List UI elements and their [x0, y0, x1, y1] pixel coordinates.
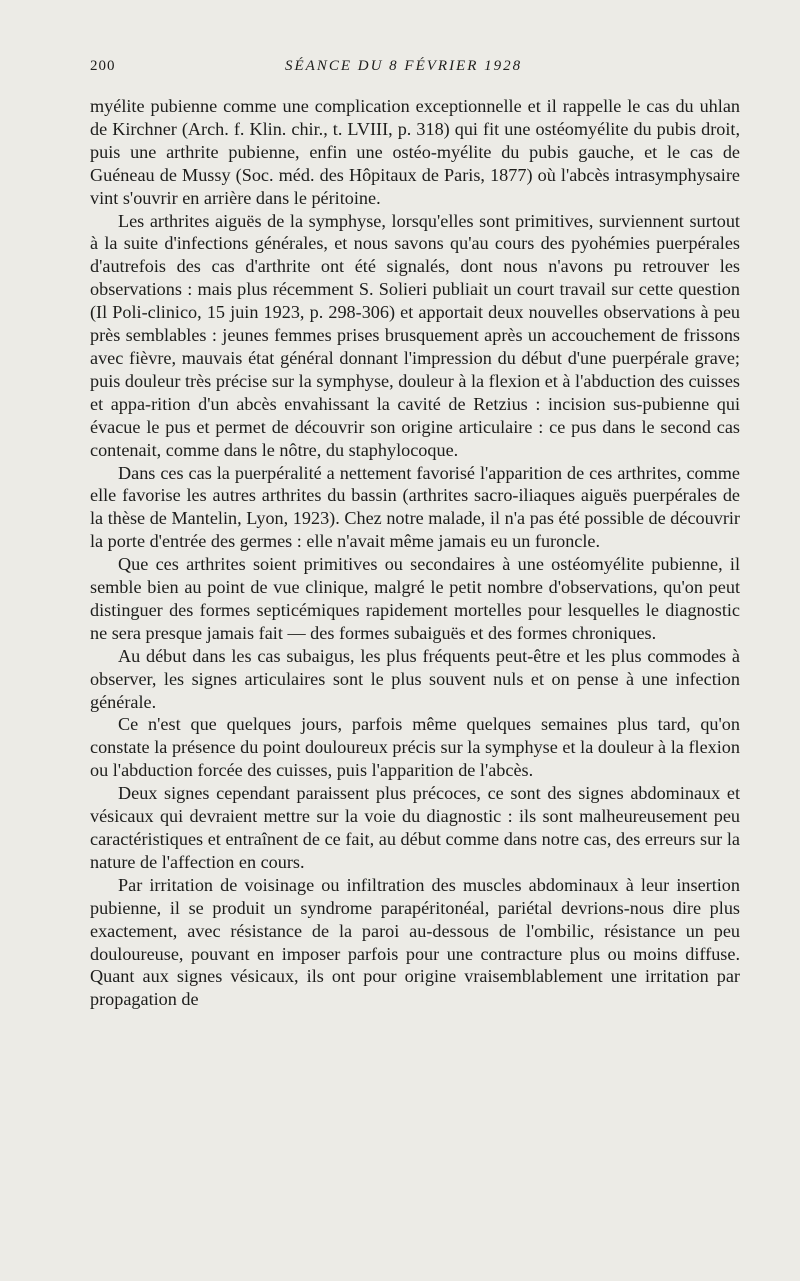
- paragraph: Que ces arthrites soient primitives ou secondaires à une ostéomyélite pubienne, il semble bien au point de vue clinique, malgré le petit nombre d'observations, qu'on peut distinguer des formes septicémiques rapidement mortelles pour lesquelles le diagnostic ne sera presque jamais fait — des formes subaiguës et des formes chroniques.: [90, 554, 740, 643]
- page-header: [90, 58, 740, 78]
- paragraph: Au début dans les cas subaigus, les plus fréquents peut-être et les plus commodes à observer, les signes articulaires sont le plus souvent nuls et on pense à une infection générale.: [90, 645, 740, 712]
- paragraph: Les arthrites aiguës de la symphyse, lorsqu'elles sont primitives, surviennent surtout à la suite d'infections générales, et nous savons qu'au cours des pyohémies puerpérales d'autrefois des cas d'arthrite ont été signalés, dont nous n'avons pu retrouver les observations : mais plus récemment S. Solieri publiait un court travail sur cette question (Il Poli-clinico, 15 juin 1923, p. 298-306) et apportait deux nouvelles observations à peu près semblables : jeunes femmes prises brusquement après un accouchement de frissons avec fièvre, mauvais état général donnant l'impression du début d'une puerpérale grave; puis douleur très précise sur la symphyse, douleur à la flexion et à l'abduction des cuisses et appa-rition d'un abcès envahissant la cavité de Retzius : incision sus-pubienne qui évacue le pus et permet de découvrir son origine articulaire : ce pus dans le second cas contenait, comme dans le nôtre, du staphylocoque.: [90, 210, 740, 460]
- paragraph: Ce n'est que quelques jours, parfois même quelques semaines plus tard, qu'on constate la présence du point douloureux précis sur la symphyse et la douleur à la flexion ou l'abduction forcée des cuisses, puis l'apparition de l'abcès.: [90, 714, 740, 781]
- page-number: 200: [90, 58, 116, 74]
- paragraph: Dans ces cas la puerpéralité a nettement favorisé l'apparition de ces arthrites, comme elle favorise les autres arthrites du bassin (arthrites sacro-iliaques aiguës puerpérales de la thèse de Mantelin, Lyon, 1923). Chez notre malade, il n'a pas été possible de découvrir la porte d'entrée des germes : elle n'avait même jamais eu un furoncle.: [90, 462, 740, 552]
- body-text: [90, 95, 740, 1011]
- paragraph: myélite pubienne comme une complication exceptionnelle et il rappelle le cas du uhlan de Kirchner (Arch. f. Klin. chir., t. LVIII, p. 318) qui fit une ostéomyélite du pubis droit, puis une arthrite pubienne, enfin une ostéo-myélite du pubis gauche, et le cas de Guéneau de Mussy (Soc. méd. des Hôpitaux de Paris, 1877) où l'abcès intrasymphysaire vint s'ouvrir en arrière dans le péritoine.: [90, 96, 740, 208]
- paragraph: Deux signes cependant paraissent plus précoces, ce sont des signes abdominaux et vésicaux qui devraient mettre sur la voie du diagnostic : ils sont malheureusement peu caractéristiques et entraînent de ce fait, au début comme dans notre cas, des erreurs sur la nature de l'affection en cours.: [90, 783, 740, 872]
- paragraph: Par irritation de voisinage ou infiltration des muscles abdominaux à leur insertion pubienne, il se produit un syndrome parapéritonéal, pariétal devrions-nous dire plus exactement, avec résistance de la paroi au-dessous de l'ombilic, résistance un peu douloureuse, pouvant en imposer parfois pour une contracture plus ou moins diffuse. Quant aux signes vésicaux, ils ont pour origine vraisemblablement une irritation par propagation de: [90, 874, 740, 1010]
- running-title: SÉANCE DU 8 FÉVRIER 1928: [285, 58, 523, 74]
